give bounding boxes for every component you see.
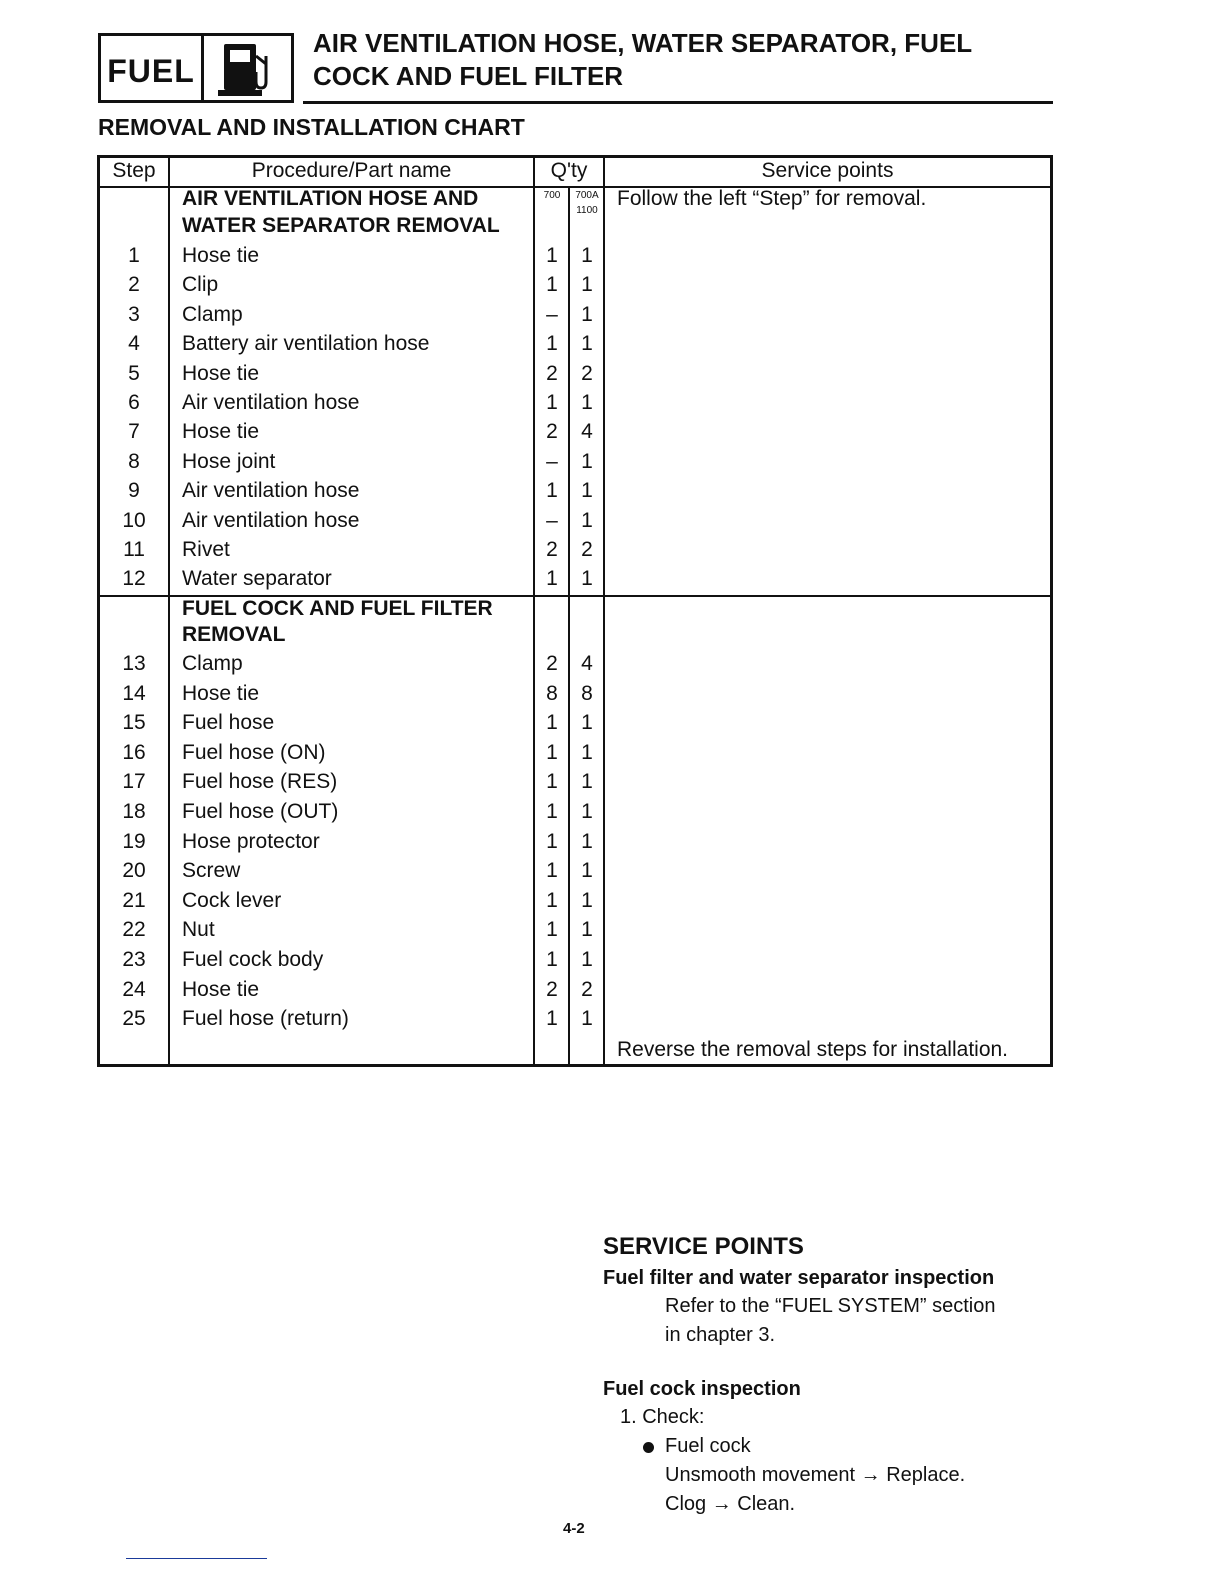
row-step-number: 19: [122, 829, 146, 853]
row-qty-700: 2: [546, 977, 558, 1001]
row-qty-700: 1: [546, 332, 558, 356]
row-qty-700a-1100: 1: [581, 391, 593, 414]
row-qty-700a-1100: 2: [581, 538, 593, 561]
row-part-name: Rivet: [182, 538, 230, 561]
row-part-name: Fuel hose (RES): [182, 770, 338, 794]
group1-title-line-1: AIR VENTILATION HOSE AND: [182, 187, 479, 210]
row-qty-700a-1100: 8: [581, 681, 593, 705]
row-step-number: 24: [122, 977, 146, 1001]
row-step-number: 23: [122, 948, 146, 971]
row-qty-700a-1100: 1: [581, 273, 593, 297]
row-qty-700: 8: [546, 681, 558, 705]
group1-service-note: Follow the left “Step” for removal.: [617, 187, 927, 210]
row-qty-700: 1: [546, 918, 558, 942]
row-qty-700: 1: [546, 567, 558, 591]
row-qty-700: –: [546, 449, 558, 473]
section-badge: [98, 33, 294, 103]
row-part-name: Clip: [182, 273, 219, 297]
row-part-name: Air ventilation hose: [182, 508, 360, 532]
row-part-name: Air ventilation hose: [182, 391, 360, 414]
row-qty-700a-1100: 1: [581, 302, 593, 326]
result-line-1: Unsmooth movement → Replace.: [665, 1464, 966, 1486]
row-part-name: Hose joint: [182, 449, 276, 473]
row-step-number: 3: [128, 302, 140, 326]
section-label: FUEL: [101, 36, 204, 100]
header-qty: Q'ty: [550, 159, 588, 182]
row-step-number: 9: [128, 479, 140, 503]
row-qty-700: 1: [546, 244, 558, 267]
row-part-name: Hose tie: [182, 244, 260, 267]
group1-title-line-2: WATER SEPARATOR REMOVAL: [182, 214, 500, 237]
row-qty-700a-1100: 1: [581, 1007, 593, 1031]
header-rule: [303, 101, 1053, 104]
row-step-number: 22: [122, 918, 146, 942]
row-step-number: 17: [122, 770, 146, 794]
row-qty-700: –: [546, 302, 558, 326]
row-qty-700a-1100: 1: [581, 888, 593, 912]
row-step-number: 20: [122, 859, 146, 883]
row-part-name: Fuel hose (OUT): [182, 800, 339, 823]
row-qty-700a-1100: 1: [581, 567, 593, 591]
row-qty-700a-1100: 2: [581, 977, 593, 1001]
bullet-dot-icon: [643, 1442, 654, 1453]
group2-title-line-1: FUEL COCK AND FUEL FILTER: [182, 597, 493, 620]
row-part-name: Screw: [182, 859, 241, 883]
row-step-number: 7: [128, 420, 140, 444]
row-qty-700a-1100: 1: [581, 711, 593, 735]
row-step-number: 4: [128, 332, 140, 356]
qty-col-1100: 1100: [576, 205, 598, 216]
row-step-number: 25: [122, 1007, 146, 1031]
qty-col-700a: 700A: [575, 190, 599, 201]
row-part-name: Nut: [182, 918, 215, 942]
group2-title-line-2: REMOVAL: [182, 623, 286, 646]
header-service: Service points: [761, 159, 894, 182]
row-qty-700a-1100: 1: [581, 918, 593, 942]
row-qty-700: 2: [546, 361, 558, 385]
row-qty-700a-1100: 1: [581, 829, 593, 853]
row-qty-700: 1: [546, 740, 558, 764]
filter-inspection-heading: Fuel filter and water separator inspection: [603, 1267, 995, 1289]
service-points-section: [603, 1232, 1063, 1519]
row-part-name: Hose protector: [182, 829, 320, 853]
row-qty-700: 2: [546, 538, 558, 561]
row-part-name: Clamp: [182, 652, 243, 675]
service-points-title: SERVICE POINTS: [603, 1233, 804, 1260]
row-step-number: 21: [122, 888, 146, 912]
row-qty-700: 1: [546, 800, 558, 823]
row-qty-700: 2: [546, 420, 558, 444]
row-qty-700a-1100: 1: [581, 508, 593, 532]
row-part-name: Battery air ventilation hose: [182, 332, 430, 356]
removal-installation-table: [97, 155, 1053, 1067]
row-qty-700: 1: [546, 479, 558, 503]
qty-col-700: 700: [543, 190, 561, 201]
row-qty-700a-1100: 1: [581, 800, 593, 823]
row-part-name: Hose tie: [182, 977, 260, 1001]
fuel-pump-icon: [204, 36, 291, 100]
row-part-name: Hose tie: [182, 420, 260, 444]
page-title: [313, 27, 1053, 93]
check-label: 1. Check:: [620, 1406, 705, 1428]
row-part-name: Hose tie: [182, 361, 260, 385]
page-title-line-2: COCK AND FUEL FILTER: [313, 61, 624, 91]
row-qty-700: 1: [546, 391, 558, 414]
header-step: Step: [112, 159, 156, 182]
bullet-item: Fuel cock: [665, 1435, 751, 1457]
row-part-name: Clamp: [182, 302, 243, 326]
page-title-line-1: AIR VENTILATION HOSE, WATER SEPARATOR, FUEL: [313, 28, 973, 58]
row-step-number: 11: [123, 538, 145, 561]
bullet-line: [603, 1432, 1063, 1461]
filter-text-line-1: Refer to the “FUEL SYSTEM” section: [665, 1295, 996, 1317]
row-qty-700: 2: [546, 652, 558, 675]
row-qty-700a-1100: 1: [581, 859, 593, 883]
row-qty-700a-1100: 1: [581, 449, 593, 473]
group2-service-note: Reverse the removal steps for installation.: [617, 1038, 1009, 1061]
row-step-number: 15: [122, 711, 146, 735]
row-qty-700: 1: [546, 888, 558, 912]
row-qty-700: 1: [546, 829, 558, 853]
row-part-name: Water separator: [182, 567, 332, 591]
row-qty-700: –: [546, 508, 558, 532]
row-qty-700a-1100: 2: [581, 361, 593, 385]
row-part-name: Cock lever: [182, 888, 282, 912]
row-qty-700a-1100: 4: [581, 652, 593, 675]
row-qty-700: 1: [546, 859, 558, 883]
row-qty-700: 1: [546, 711, 558, 735]
row-step-number: 12: [122, 567, 146, 591]
chart-title: REMOVAL AND INSTALLATION CHART: [98, 114, 525, 140]
header-procedure: Procedure/Part name: [251, 159, 452, 182]
row-step-number: 10: [122, 508, 146, 532]
row-qty-700a-1100: 1: [581, 740, 593, 764]
row-part-name: Air ventilation hose: [182, 479, 360, 503]
cock-inspection-heading: Fuel cock inspection: [603, 1378, 801, 1400]
row-step-number: 18: [122, 800, 146, 823]
row-step-number: 8: [128, 449, 140, 473]
row-qty-700a-1100: 1: [581, 332, 593, 356]
row-qty-700: 1: [546, 1007, 558, 1031]
row-qty-700a-1100: 1: [581, 770, 593, 794]
result-line-2: Clog → Clean.: [665, 1493, 796, 1515]
page-number: 4-2: [563, 1520, 585, 1537]
row-qty-700a-1100: 1: [581, 948, 593, 971]
row-step-number: 1: [128, 244, 140, 267]
row-part-name: Fuel hose (return): [182, 1007, 349, 1031]
row-part-name: Fuel hose: [182, 711, 275, 735]
row-qty-700a-1100: 1: [581, 479, 593, 503]
row-step-number: 6: [128, 391, 140, 414]
row-step-number: 5: [128, 361, 140, 385]
row-part-name: Hose tie: [182, 681, 260, 705]
row-step-number: 16: [122, 740, 146, 764]
row-qty-700a-1100: 4: [581, 420, 593, 444]
col-divider-step: [168, 158, 170, 1064]
filter-text-line-2: in chapter 3.: [665, 1324, 776, 1346]
row-qty-700: 1: [546, 948, 558, 971]
row-qty-700: 1: [546, 273, 558, 297]
row-step-number: 2: [128, 273, 140, 297]
row-step-number: 14: [122, 681, 146, 705]
row-part-name: Fuel hose (ON): [182, 740, 326, 764]
row-step-number: 13: [122, 652, 146, 675]
row-qty-700a-1100: 1: [581, 244, 593, 267]
footer-rule: [126, 1558, 267, 1559]
row-part-name: Fuel cock body: [182, 948, 324, 971]
row-qty-700: 1: [546, 770, 558, 794]
